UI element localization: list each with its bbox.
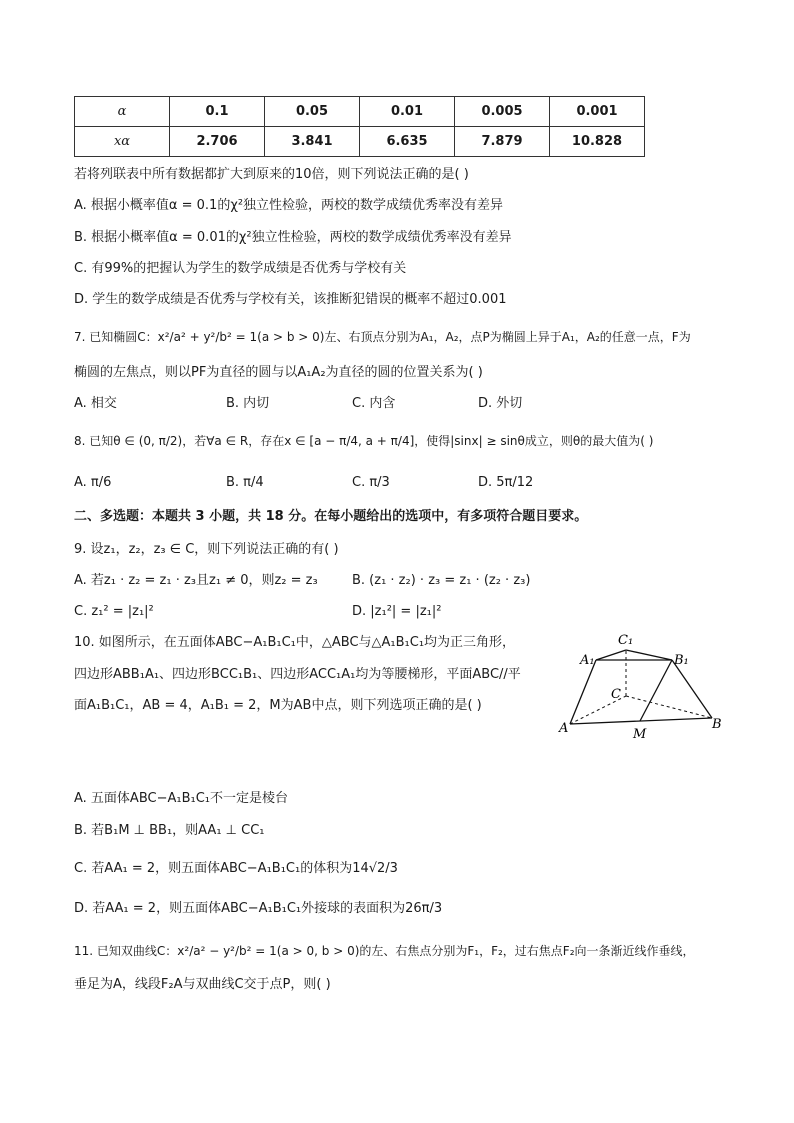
- q10-option-b: B. 若B₁M ⊥ BB₁，则AA₁ ⊥ CC₁: [74, 823, 265, 838]
- q7-option-d: D. 外切: [478, 396, 523, 411]
- table-cell: 0.1: [170, 97, 265, 127]
- table-cell: 7.879: [455, 127, 550, 157]
- q8-option-d: D. 5π/12: [478, 475, 534, 490]
- q9-option-a: A. 若z₁ · z₂ = z₁ · z₃且z₁ ≠ 0，则z₂ = z₃: [74, 573, 318, 588]
- label-a1: A₁: [580, 653, 595, 668]
- q6-option-b: B. 根据小概率值α = 0.01的χ²独立性检验，两校的数学成绩优秀率没有差异: [74, 230, 512, 245]
- q10-stem-line1: 10. 如图所示，在五面体ABC−A₁B₁C₁中，△ABC与△A₁B₁C₁均为正三角形，: [74, 635, 516, 650]
- q8-option-c: C. π/3: [352, 475, 390, 490]
- q10-option-d: D. 若AA₁ = 2，则五面体ABC−A₁B₁C₁外接球的表面积为26π/3: [74, 901, 443, 916]
- section-heading: 二、多选题：本题共 3 小题，共 18 分。在每小题给出的选项中，有多项符合题目要求。: [74, 509, 588, 524]
- q9-stem: 9. 设z₁，z₂，z₃ ∈ C，则下列说法正确的有( ): [74, 542, 339, 557]
- label-b: B: [712, 717, 722, 732]
- q7-option-a: A. 相交: [74, 396, 117, 411]
- q6-option-c: C. 有99%的把握认为学生的数学成绩是否优秀与学校有关: [74, 261, 407, 276]
- label-a: A: [559, 721, 569, 736]
- table-cell: 2.706: [170, 127, 265, 157]
- q7-stem-line2: 椭圆的左焦点，则以PF为直径的圆与以A₁A₂为直径的圆的位置关系为( ): [74, 365, 483, 380]
- q7-option-c: C. 内含: [352, 396, 396, 411]
- q6-option-a: A. 根据小概率值α = 0.1的χ²独立性检验，两校的数学成绩优秀率没有差异: [74, 198, 504, 213]
- pentahedron-figure: [556, 628, 726, 744]
- table-cell: α: [75, 97, 170, 127]
- q11-stem-line2: 垂足为A，线段F₂A与双曲线C交于点P，则( ): [74, 977, 331, 992]
- q7-option-b: B. 内切: [226, 396, 270, 411]
- q10-stem-line2: 四边形ABB₁A₁、四边形BCC₁B₁、四边形ACC₁A₁均为等腰梯形，平面ABC//平: [74, 667, 521, 682]
- table-cell: 3.841: [265, 127, 360, 157]
- table-row: [75, 97, 645, 127]
- q6-stem: 若将列联表中所有数据都扩大到原来的10倍，则下列说法正确的是( ): [74, 167, 469, 182]
- critical-value-table: [74, 96, 645, 157]
- table-cell: xα: [75, 127, 170, 157]
- q10-option-c: C. 若AA₁ = 2，则五面体ABC−A₁B₁C₁的体积为14√2/3: [74, 861, 398, 876]
- q8-option-b: B. π/4: [226, 475, 264, 490]
- q6-option-d: D. 学生的数学成绩是否优秀与学校有关，该推断犯错误的概率不超过0.001: [74, 292, 507, 307]
- label-b1: B₁: [674, 653, 689, 668]
- q9-option-d: D. |z₁²| = |z₁|²: [352, 604, 442, 619]
- q9-option-b: B. (z₁ · z₂) · z₃ = z₁ · (z₂ · z₃): [352, 573, 531, 588]
- table-cell: 0.001: [550, 97, 645, 127]
- q10-option-a: A. 五面体ABC−A₁B₁C₁不一定是棱台: [74, 791, 289, 806]
- q10-stem-line3: 面A₁B₁C₁，AB = 4，A₁B₁ = 2，M为AB中点，则下列选项正确的是( ): [74, 698, 482, 713]
- table-cell: 10.828: [550, 127, 645, 157]
- label-c: C: [611, 687, 621, 702]
- table-cell: 0.005: [455, 97, 550, 127]
- label-c1: C₁: [618, 633, 634, 648]
- table-row: [75, 127, 645, 157]
- q7-stem-line1: 7. 已知椭圆C：x²/a² + y²/b² = 1(a > b > 0)左、右顶点分别为A₁，A₂，点P为椭圆上异于A₁，A₂的任意一点，F为: [74, 330, 691, 344]
- q9-option-c: C. z₁² = |z₁|²: [74, 604, 154, 619]
- q11-stem-line1: 11. 已知双曲线C：x²/a² − y²/b² = 1(a > 0, b > 0)的左、右焦点分别为F₁，F₂，过右焦点F₂向一条渐近线作垂线，: [74, 944, 695, 958]
- table-cell: 0.01: [360, 97, 455, 127]
- table-cell: 0.05: [265, 97, 360, 127]
- label-m: M: [633, 727, 647, 742]
- q8-option-a: A. π/6: [74, 475, 112, 490]
- q8-stem: 8. 已知θ ∈ (0, π/2)，若∀a ∈ R，存在x ∈ [a − π/4, a + π/4]，使得|sinx| ≥ sinθ成立，则θ的最大值为( ): [74, 434, 654, 448]
- table-cell: 6.635: [360, 127, 455, 157]
